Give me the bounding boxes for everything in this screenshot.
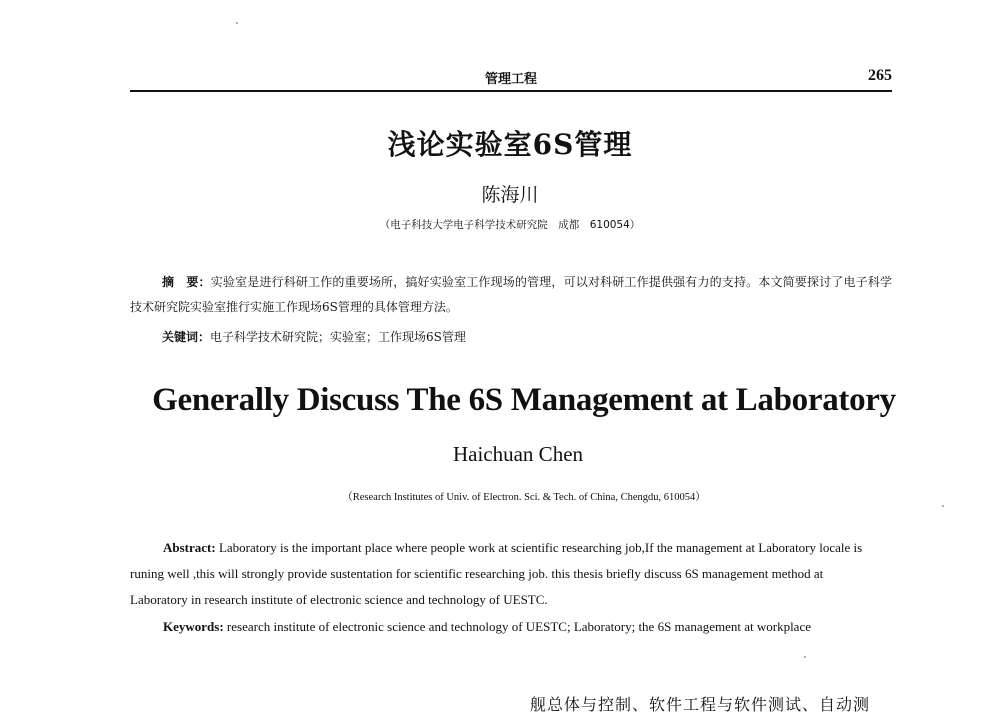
body-text-partial-line: 舰总体与控制、软件工程与软件测试、自动测 xyxy=(530,695,871,714)
scan-speck xyxy=(942,505,944,507)
page-number: 265 xyxy=(868,67,892,84)
affiliation-english: （Research Institutes of Univ. of Electron. Sci. & Tech. of China, Chengdu, 610054） xyxy=(342,492,706,503)
author-chinese: 陈海川 xyxy=(481,184,539,206)
keywords-chinese-label: 关键词： xyxy=(162,330,211,344)
abstract-english xyxy=(130,535,865,613)
abstract-chinese-text: 实验室是进行科研工作的重要场所，搞好实验室工作现场的管理，可以对科研工作提供强有力的支持。本文简要探讨了电子科学技术研究院实验室推行实施工作现场6S管理的具体管理方法。 xyxy=(130,275,892,314)
title-chinese: 浅论实验室6S管理 xyxy=(387,128,633,161)
scan-speck xyxy=(804,656,806,658)
author-english: Haichuan Chen xyxy=(452,442,584,466)
running-header xyxy=(130,66,892,92)
abstract-english-label: Abstract: xyxy=(163,540,216,555)
affiliation-chinese: （电子科技大学电子科学技术研究院 成都 610054） xyxy=(379,219,641,231)
keywords-english xyxy=(130,614,865,640)
keywords-english-label: Keywords: xyxy=(163,619,224,634)
scan-speck xyxy=(236,22,238,24)
keywords-english-text: research institute of electronic science and technology of UESTC; Laboratory; the 6S management at workplace xyxy=(223,619,811,634)
title-english: Generally Discuss The 6S Management at Laboratory xyxy=(152,382,896,418)
abstract-english-text: Laboratory is the important place where people work at scientific researching job,If the management at Laboratory locale is runing well ,this will strongly provide sustentation for scientific researching job. this thesis briefly discuss 6S management method at Laboratory in research institute of electronic science and technology of UESTC. xyxy=(130,540,863,607)
keywords-chinese-text: 电子科学技术研究院；实验室；工作现场6S管理 xyxy=(210,330,466,344)
keywords-chinese xyxy=(162,325,892,350)
journal-section-title: 管理工程 xyxy=(484,72,537,87)
abstract-chinese xyxy=(130,270,892,320)
abstract-chinese-label: 摘 要： xyxy=(162,275,211,289)
